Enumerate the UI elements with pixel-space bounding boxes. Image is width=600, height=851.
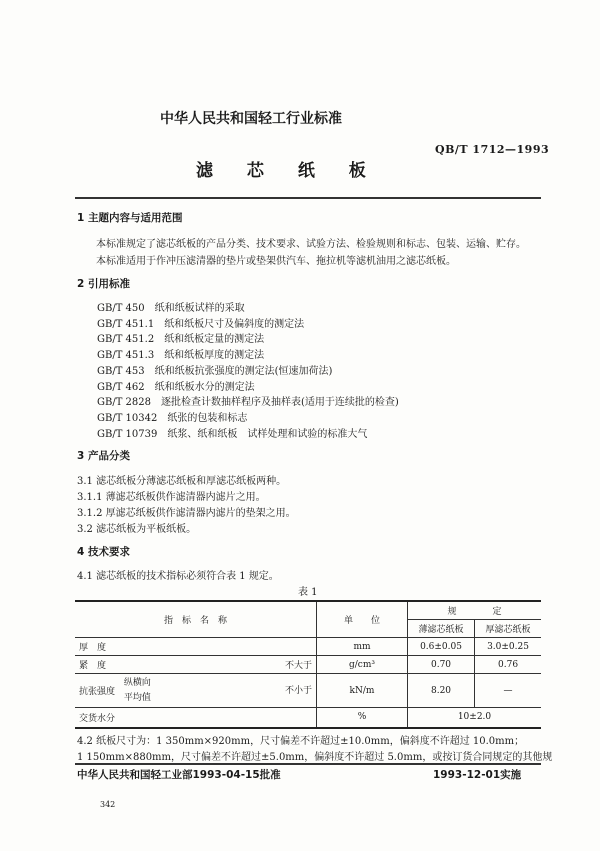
reference-item <box>97 425 367 440</box>
reference-item <box>97 346 264 361</box>
reference-code: GB/T 453 <box>97 366 145 377</box>
row-name: 厚 度 <box>75 638 316 656</box>
table-caption: 表 1 <box>298 587 318 598</box>
document-title: 滤 芯 纸 板 <box>196 161 380 181</box>
row-subname: 平均值 <box>123 692 151 703</box>
reference-item <box>97 330 264 345</box>
reference-item <box>97 393 399 408</box>
reference-title: 纸和纸板厚度的测定法 <box>164 350 265 361</box>
clause-3-1-1: 3.1.1 薄滤芯纸板供作滤清器内滤片之用。 <box>77 492 266 503</box>
clause-4-2-line-2: 1 150mm×880mm，尺寸偏差不许超过±5.0mm，偏斜度不许超过 5.0mm，或按订货合同规定的其他规 <box>77 752 553 763</box>
issuer-heading: 中华人民共和国轻工行业标准 <box>160 111 342 127</box>
reference-title: 纸和纸板水分的测定法 <box>154 382 255 393</box>
reference-code: GB/T 462 <box>97 382 145 393</box>
reference-item <box>97 409 247 424</box>
table-row <box>75 674 541 708</box>
table-row <box>75 708 541 728</box>
row-name: 交货水分 <box>75 708 316 728</box>
spec-table <box>75 600 541 729</box>
reference-code: GB/T 2828 <box>97 397 152 408</box>
reference-code: GB/T 10739 <box>97 429 158 440</box>
header-spec: 规 定 <box>407 601 541 620</box>
reference-title: 纸浆、纸和纸板 试样处理和试验的标准大气 <box>167 429 368 440</box>
reference-title: 纸和纸板尺寸及偏斜度的测定法 <box>164 319 305 330</box>
reference-item <box>97 362 332 377</box>
row-thin: 0.70 <box>407 656 474 674</box>
scope-paragraph-2: 本标准适用于作冲压滤清器的垫片或垫架供汽车、拖拉机等滤机油用之滤芯纸板。 <box>96 256 456 267</box>
reference-code: GB/T 10342 <box>97 413 158 424</box>
header-thin: 薄滤芯纸板 <box>407 620 474 638</box>
row-name: 紧 度 <box>79 661 107 671</box>
reference-code: GB/T 451.2 <box>97 334 155 345</box>
reference-code: GB/T 451.1 <box>97 319 155 330</box>
row-subnames <box>124 676 151 706</box>
row-name-cell <box>75 674 316 708</box>
table-row <box>75 638 541 656</box>
reference-title: 纸和纸板试样的采取 <box>154 303 245 314</box>
section-3-heading: 3 产品分类 <box>77 450 130 462</box>
reference-code: GB/T 450 <box>97 303 145 314</box>
reference-item <box>97 299 245 314</box>
footer-rule <box>75 763 541 765</box>
section-4-heading: 4 技术要求 <box>77 546 130 558</box>
header-thick: 厚滤芯纸板 <box>475 620 541 638</box>
reference-code: GB/T 451.3 <box>97 350 155 361</box>
header-name: 指 标 名 称 <box>75 601 316 638</box>
clause-3-2: 3.2 滤芯纸板为平板纸板。 <box>77 524 197 535</box>
reference-item <box>97 378 255 393</box>
approval-date: 中华人民共和国轻工业部1993-04-15批准 <box>77 769 281 781</box>
row-merged-value: 10±2.0 <box>407 708 541 728</box>
clause-3-1: 3.1 滤芯纸板分薄滤芯纸板和厚滤芯纸板两种。 <box>77 476 287 487</box>
row-condition: 不大于 <box>284 661 312 671</box>
row-thin: 0.6±0.05 <box>407 638 474 656</box>
table-header-row <box>75 601 541 620</box>
row-thick: 3.0±0.25 <box>475 638 541 656</box>
table-row <box>75 656 541 674</box>
reference-title: 纸张的包装和标志 <box>167 413 248 424</box>
row-unit: mm <box>316 638 407 656</box>
clause-4-2-line-1: 4.2 纸板尺寸为：1 350mm×920mm，尺寸偏差不许超过±10.0mm，偏斜度不许超过 10.0mm； <box>77 736 525 747</box>
header-unit: 单 位 <box>316 601 407 638</box>
row-name: 抗张强度 <box>79 687 116 697</box>
row-unit: g/cm³ <box>316 656 407 674</box>
section-1-heading: 1 主题内容与适用范围 <box>77 212 183 224</box>
row-name-cell <box>75 656 316 674</box>
effective-date: 1993-12-01实施 <box>433 769 522 781</box>
clause-4-1: 4.1 滤芯纸板的技术指标必须符合表 1 规定。 <box>77 571 279 582</box>
clause-3-1-2: 3.1.2 厚滤芯纸板供作滤清器内滤片的垫架之用。 <box>77 508 296 519</box>
row-unit: kN/m <box>316 674 407 708</box>
row-thick: 0.76 <box>475 656 541 674</box>
standard-code: QB/T 1712—1993 <box>435 143 550 156</box>
reference-item <box>97 315 304 330</box>
reference-title: 纸和纸板抗张强度的测定法(恒速加荷法) <box>154 366 333 377</box>
row-subname: 纵横向 <box>123 677 151 688</box>
reference-title: 逐批检查计数抽样程序及抽样表(适用于连续批的检查) <box>161 397 399 408</box>
scope-paragraph-1: 本标准规定了滤芯纸板的产品分类、技术要求、试验方法、检验规则和标志、包装、运输、贮存。 <box>96 239 526 250</box>
row-thin: 8.20 <box>407 674 474 708</box>
reference-title: 纸和纸板定量的测定法 <box>164 334 265 345</box>
section-2-heading: 2 引用标准 <box>77 278 130 290</box>
row-unit: % <box>316 708 407 728</box>
header-rule <box>75 197 541 199</box>
row-condition: 不小于 <box>284 685 312 696</box>
page-number: 342 <box>100 800 116 809</box>
row-thick: — <box>475 674 541 708</box>
